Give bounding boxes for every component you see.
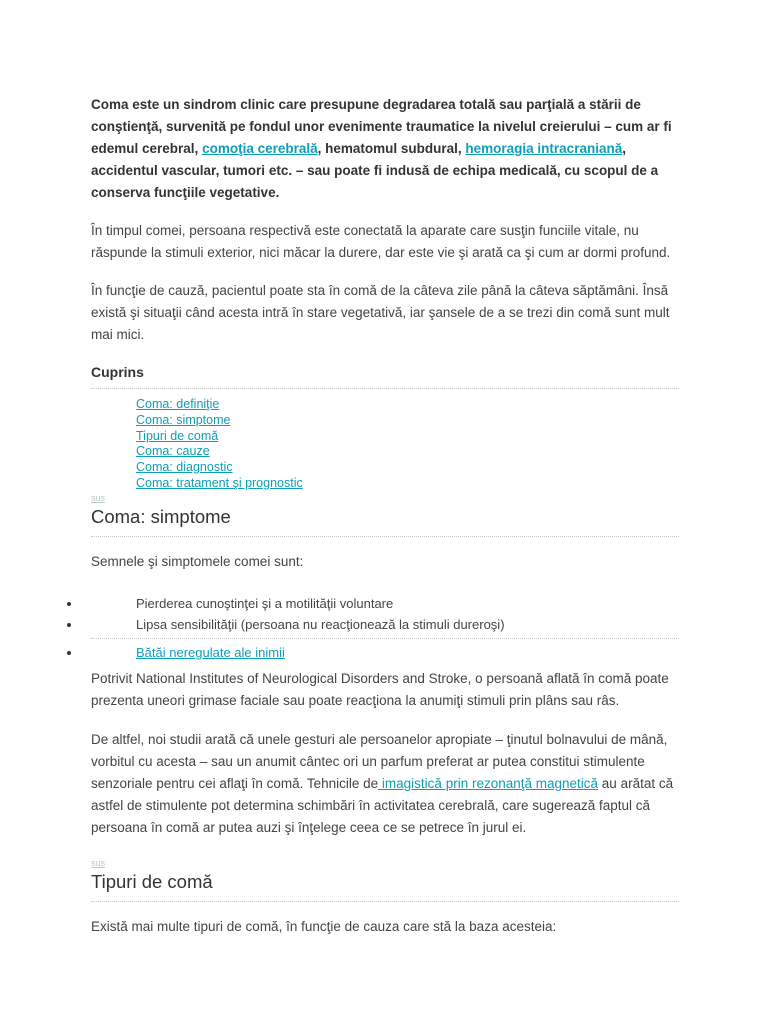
tipuri-lead: Există mai multe tipuri de comă, în funcţie de cauza care stă la baza acesteia: xyxy=(91,918,557,934)
symptom-item xyxy=(91,593,679,614)
toc-item xyxy=(136,444,679,460)
bullet-icon xyxy=(67,602,71,606)
toc-item xyxy=(136,460,679,476)
article-content xyxy=(91,94,679,938)
list-divider xyxy=(91,638,679,639)
toc-divider xyxy=(91,388,679,389)
paragraph-stimulente xyxy=(91,729,679,839)
toc-link-simptome[interactable]: Coma: simptome xyxy=(136,412,231,427)
toc-link-tratament[interactable]: Coma: tratament şi prognostic xyxy=(136,475,303,490)
paragraph-timpul-comei: În timpul comei, persoana respectivă este conectată la aparate care susţin funciile vitale, nu răspunde la stimuli exterior, nici măcar la durere, dar este vie şi arată ca şi cum ar dormi profund. xyxy=(91,223,671,260)
toc-link-tipuri[interactable]: Tipuri de comă xyxy=(136,428,219,443)
toc-link-cauze[interactable]: Coma: cauze xyxy=(136,444,210,459)
link-hemoragia-intracraniana[interactable]: hemoragia intracraniană xyxy=(465,141,623,156)
link-comotia-cerebrala[interactable]: comoţia cerebrală xyxy=(202,141,318,156)
back-to-top-link[interactable]: sus xyxy=(91,857,106,868)
toc-link-definitie[interactable]: Coma: definiţie xyxy=(136,397,220,411)
toc-item xyxy=(136,429,679,445)
symptom-text: Pierderea cunoştinţei şi a motilităţii voluntare xyxy=(136,595,394,611)
link-batai-neregulate[interactable]: Bătăi neregulate ale inimii xyxy=(136,644,285,660)
paragraph-ninds: Potrivit National Institutes of Neurological Disorders and Stroke, o persoană aflată în comă poate prezenta uneori grimase faciale sau poate reacţiona la anumiţi stimuli prin plâns sau râs. xyxy=(91,670,669,708)
symptoms-list xyxy=(91,593,679,663)
simptome-lead: Semnele şi simptomele comei sunt: xyxy=(91,553,304,569)
section-heading-simptome: Coma: simptome xyxy=(91,505,231,527)
paragraph-text: De altfel, noi studii arată că unele gesturi ale persoanelor apropiate – ţinutul bolnavului de mână, vorbitul cu acesta – sau un anumit cântec ori un parfum preferat ar putea constitui stimulente senzoriale pentru cei aflaţi în comă. Tehnicile de xyxy=(91,731,668,791)
toc-item xyxy=(136,397,679,413)
link-imagistica-rezonanta[interactable]: imagistică prin rezonanţă magnetică xyxy=(378,775,599,791)
symptom-item xyxy=(91,614,679,635)
intro-text: Coma este un sindrom clinic care presupune degradarea totală sau parţială a stării de conştienţă, survenită pe fondul unor evenimente traumatice la nivelul creierului – cum ar fi edemul cerebral, xyxy=(91,97,672,156)
section-heading-tipuri: Tipuri de comă xyxy=(91,870,213,892)
section-divider xyxy=(91,536,679,537)
section-divider xyxy=(91,901,679,902)
toc-title: Cuprins xyxy=(91,364,144,380)
symptom-item xyxy=(91,642,679,663)
intro-paragraph xyxy=(91,94,679,204)
table-of-contents xyxy=(136,397,679,492)
intro-text: , hematomul subdural, xyxy=(317,141,466,156)
toc-item xyxy=(136,413,679,429)
symptom-text: Lipsa sensibilităţii (persoana nu reacţionează la stimuli dureroşi) xyxy=(136,616,505,632)
bullet-icon xyxy=(67,651,71,655)
paragraph-in-functie-de-cauza: În funcţie de cauză, pacientul poate sta în comă de la câteva zile până la câteva săptămâni. Însă există şi situaţii când acesta intră în stare vegetativă, iar şansele de a se trezi din comă sunt mult mai mici. xyxy=(91,283,670,342)
toc-item xyxy=(136,476,679,492)
paragraph-text: au arătat că astfel de stimulente pot determina schimbări în activitatea cerebrală, care sugerează faptul că persoana în comă ar putea auzi şi înţelege ceea ce se petrece în jurul ei. xyxy=(91,775,674,835)
intro-text: , accidentul vascular, tumori etc. – sau poate fi indusă de echipa medicală, cu scopul de a conserva funcţiile vegetative. xyxy=(91,141,659,200)
back-to-top-link[interactable]: sus xyxy=(91,492,106,503)
bullet-icon xyxy=(67,623,71,627)
toc-link-diagnostic[interactable]: Coma: diagnostic xyxy=(136,460,233,475)
